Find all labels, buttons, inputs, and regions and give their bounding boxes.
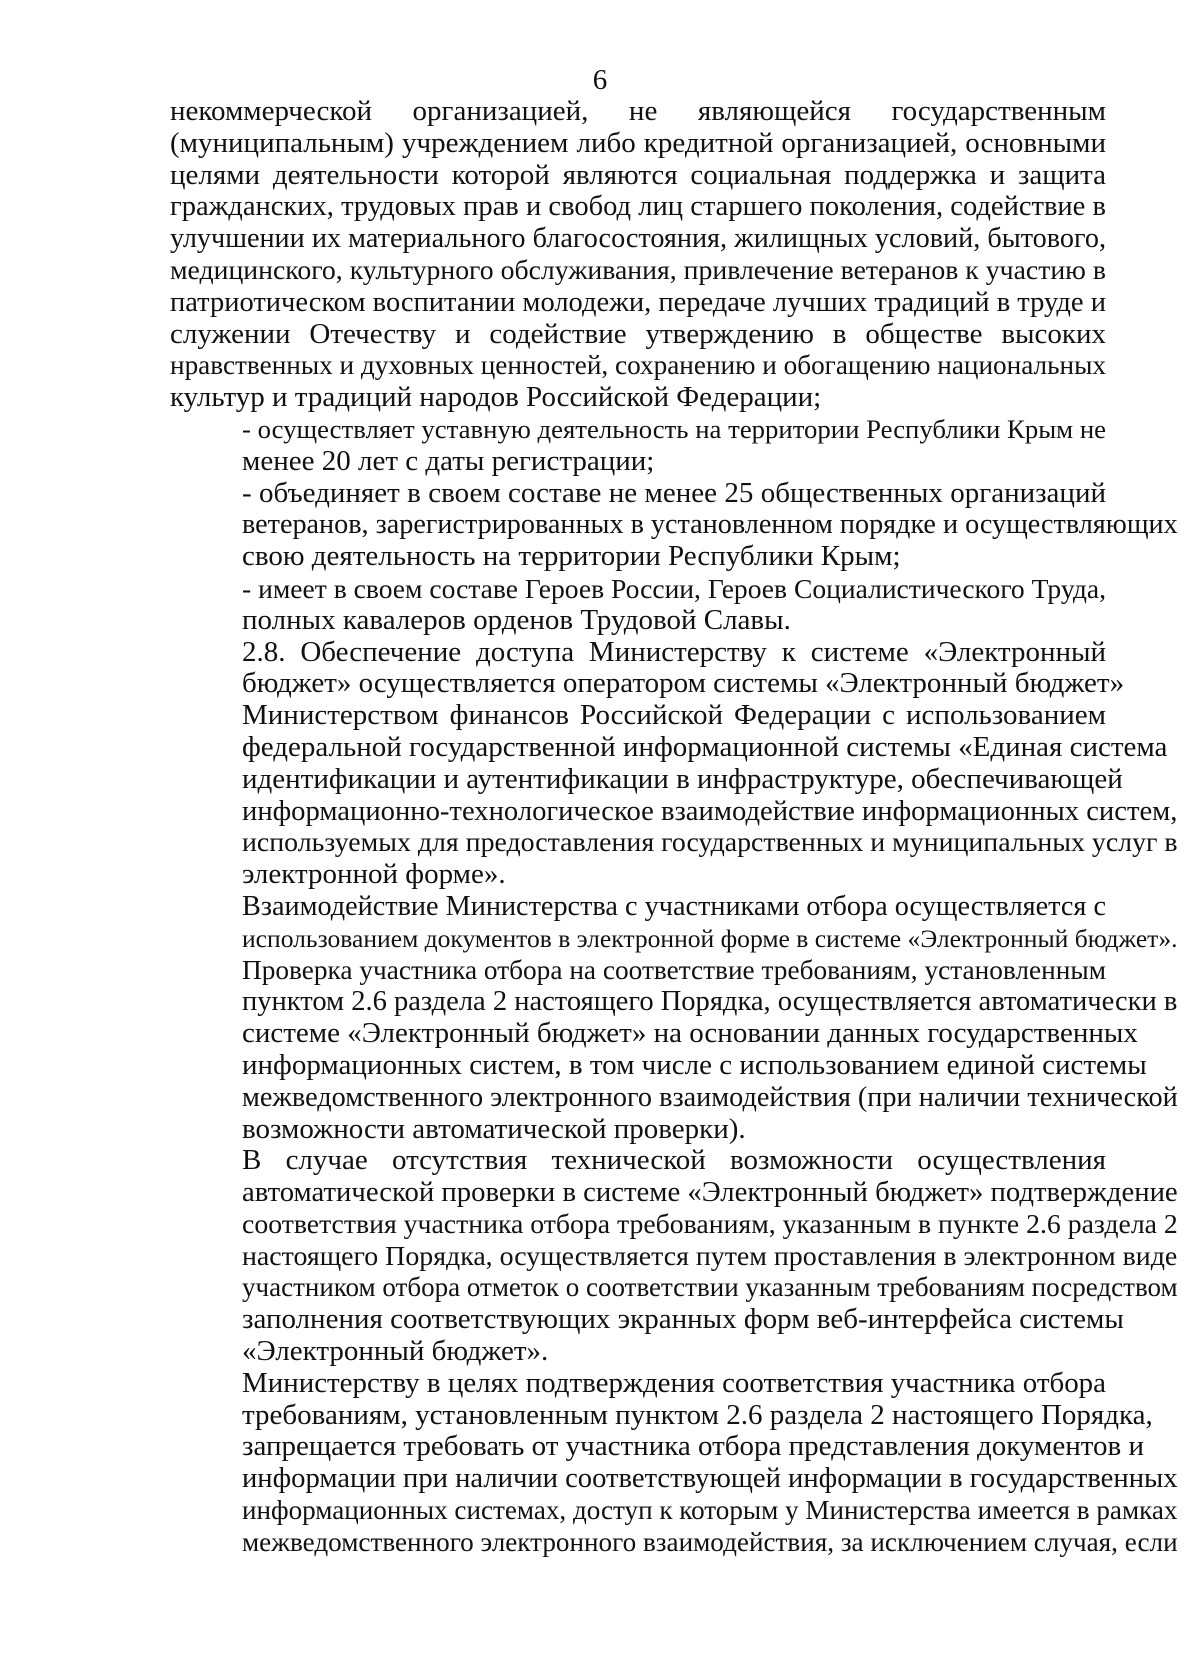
text-line: свою деятельность на территории Республики Крым; — [242, 540, 901, 573]
text-line: некоммерческой организацией, не являющейся государственным — [170, 95, 1106, 127]
text-line: использованием документов в электронной форме в системе «Электронный бюджет». — [242, 923, 1178, 953]
text-line: культур и традиций народов Российской Федерации; — [170, 381, 822, 414]
text-line: медицинского, культурного обслуживания, привлечение ветеранов к участию в — [170, 254, 1106, 286]
text-line: электронной форме». — [242, 858, 506, 891]
paragraph — [170, 1144, 1178, 1368]
text-line: соответствия участника отбора требованиям, указанным в пункте 2.6 раздела 2 — [242, 1208, 1178, 1240]
paragraph — [170, 476, 1178, 573]
text-line: В случае отсутствия технической возможности осуществления — [242, 1144, 1106, 1177]
text-line: межведомственного электронного взаимодействия (при наличии технической — [242, 1081, 1178, 1113]
page-number: 6 — [592, 64, 608, 96]
text-line: возможности автоматической проверки). — [242, 1112, 746, 1145]
paragraph — [170, 96, 1106, 414]
text-line: информационных систем, в том числе с использованием единой системы — [242, 1048, 1147, 1081]
text-line: - имеет в своем составе Героев России, Героев Социалистического Труда, — [242, 572, 1106, 604]
text-line: запрещается требовать от участника отбора представления документов и — [242, 1430, 1145, 1463]
text-line: «Электронный бюджет». — [242, 1335, 549, 1368]
paragraph — [170, 890, 1178, 955]
text-line: информации при наличии соответствующей информации в государственных — [242, 1462, 1178, 1495]
text-line: участником отбора отметок о соответствии указанным требованиям посредством — [242, 1272, 1178, 1303]
text-line: - объединяет в своем составе не менее 25 общественных организаций — [242, 476, 1106, 509]
text-line: межведомственного электронного взаимодействия, за исключением случая, если — [242, 1526, 1178, 1557]
text-line: (муниципальным) учреждением либо кредитной организацией, основными — [170, 126, 1106, 159]
paragraph — [170, 1366, 1178, 1559]
text-line: Взаимодействие Министерства с участниками отбора осуществляется с — [242, 890, 1106, 922]
text-line: улучшении их материального благосостояния, жилищных условий, бытового, — [170, 223, 1106, 255]
text-line: гражданских, трудовых прав и свобод лиц старшего поколения, содействие в — [170, 191, 1106, 223]
text-line: 2.8. Обеспечение доступа Министерству к системе «Электронный — [242, 635, 1106, 668]
text-line: - осуществляет уставную деятельность на территории Республики Крым не — [242, 413, 1106, 444]
text-line: автоматической проверки в системе «Электронный бюджет» подтверждение — [242, 1176, 1178, 1209]
text-line: настоящего Порядка, осуществляется путем проставления в электронном виде — [242, 1240, 1178, 1272]
text-line: нравственных и духовных ценностей, сохранению и обогащению национальных — [170, 350, 1106, 381]
paragraph — [170, 954, 1178, 1146]
text-line: Министерству в целях подтверждения соответствия участника отбора — [242, 1366, 1106, 1399]
text-line: служении Отечеству и содействие утверждению в обществе высоких — [170, 317, 1106, 350]
paragraph — [170, 414, 1106, 478]
text-line: целями деятельности которой являются социальная поддержка и защита — [170, 158, 1106, 191]
text-line: полных кавалеров орденов Трудовой Славы. — [242, 603, 791, 636]
text-line: информационных системах, доступ к которым у Министерства имеется в рамках — [242, 1495, 1178, 1526]
text-line: Министерством финансов Российской Федерации с использованием — [242, 699, 1106, 732]
text-line: федеральной государственной информационной системы «Единая система — [242, 730, 1168, 763]
text-line: Проверка участника отбора на соответствие требованиям, установленным — [242, 954, 1106, 985]
text-line: пунктом 2.6 раздела 2 настоящего Порядка, осуществляется автоматически в — [242, 986, 1178, 1018]
text-line: идентификации и аутентификации в инфраструктуре, обеспечивающей — [242, 762, 1123, 795]
text-line: информационно-технологическое взаимодействие информационных систем, — [242, 794, 1178, 827]
text-line: используемых для предоставления государственных и муниципальных услуг в — [242, 827, 1178, 859]
text-line: требованиям, установленным пунктом 2.6 раздела 2 настоящего Порядка, — [242, 1398, 1153, 1431]
text-line: бюджет» осуществляется оператором системы «Электронный бюджет» — [242, 667, 1125, 700]
text-line: патриотическом воспитании молодежи, передаче лучших традиций в труде и — [170, 286, 1106, 318]
text-line: системе «Электронный бюджет» на основании данных государственных — [242, 1017, 1138, 1050]
document-body — [170, 95, 1178, 1559]
text-line: заполнения соответствующих экранных форм веб-интерфейса системы — [242, 1303, 1124, 1336]
paragraph — [170, 573, 1106, 637]
text-line: менее 20 лет с даты регистрации; — [242, 444, 655, 477]
paragraph — [170, 635, 1178, 891]
text-line: ветеранов, зарегистрированных в установленном порядке и осуществляющих — [242, 509, 1178, 541]
